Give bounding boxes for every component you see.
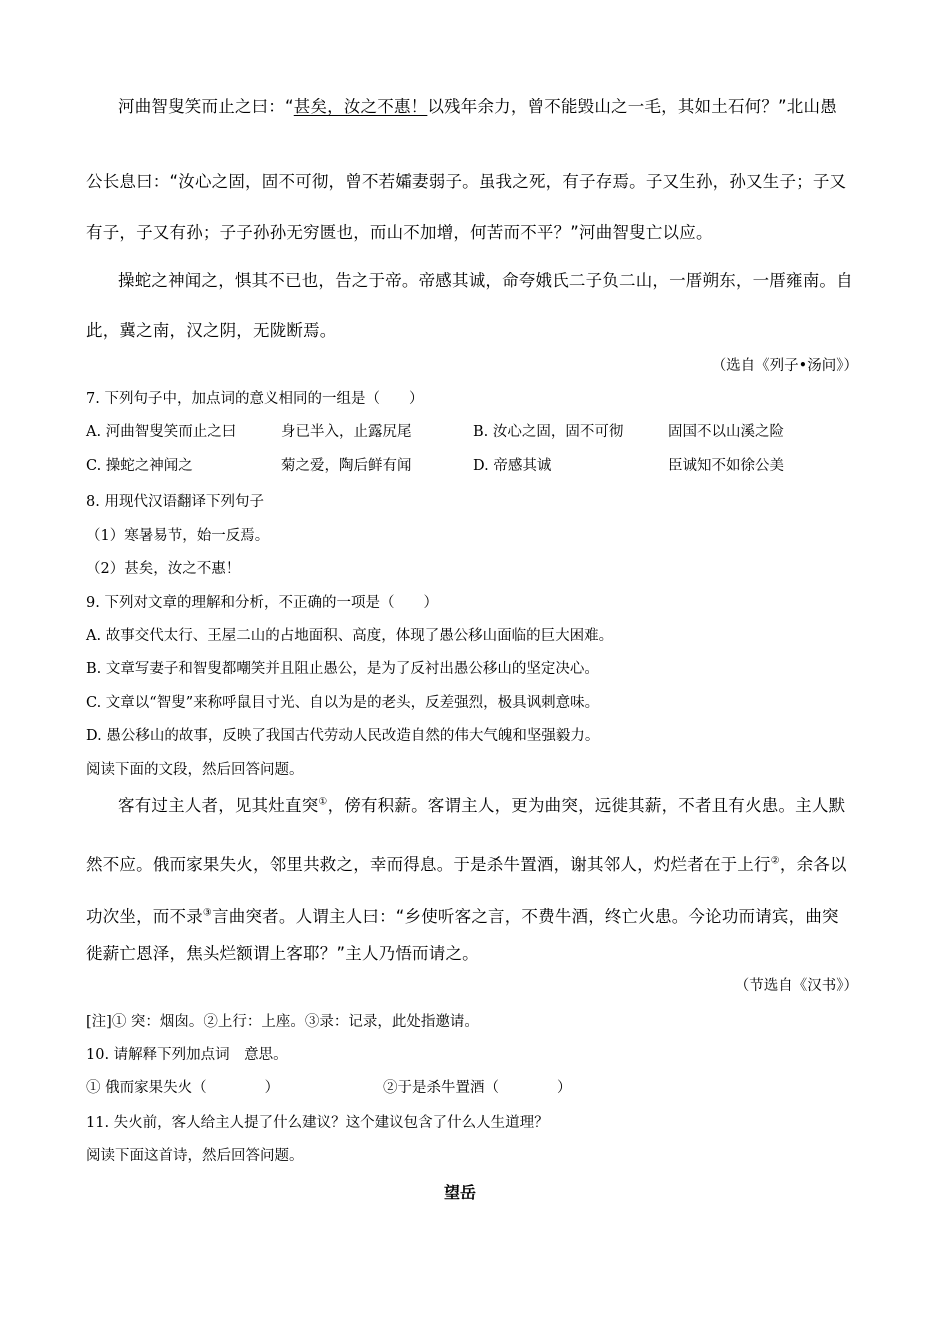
q7-option-a: A. 河曲智叟笑而止之曰 [86,424,237,440]
passage1-line-1 [118,93,837,117]
q7-option-b: B. 汝心之固，固不可彻 [473,424,624,440]
passage1-line-1-b: 以残年余力，曾不能毁山之一毛，其如土石何？”北山愚 [427,97,837,116]
passage1-line-3: 有子，子又有孙；子子孙孙无穷匮也，而山不加增，何苦而不平？”河曲智叟亡以应。 [86,223,713,242]
q9-option-c: C. 文章以“智叟”来称呼鼠目寸光、自以为是的老头，反差强烈，极具讽刺意味。 [86,695,600,711]
q7-option-d-compare: 臣诚知不如徐公美 [668,458,784,474]
q9-option-a: A. 故事交代太行、王屋二山的占地面积、高度，体现了愚公移山面临的巨大困难。 [86,628,614,644]
underlined-sentence: 甚矣，汝之不惠！ [293,97,428,116]
passage1-line-4: 操蛇之神闻之，惧其不已也，告之于帝。帝感其诚，命夸娥氏二子负二山，一厝朔东，一厝雍南。自 [118,271,853,290]
q8-sentence-2: （2）甚矣，汝之不惠！ [86,561,241,577]
reading2-line-2 [86,851,847,875]
reading2-line-1-a: 客有过主人者，见其灶直突 [118,796,319,815]
reading2-line-1-b: ，傍有积薪。客谓主人，更为曲突，远徙其薪，不者且有火患。主人默 [327,796,846,815]
reading2-line-3-b: 言曲突者。人谓主人曰：“乡使听客之言，不费牛酒，终亡火患。今论功而请宾，曲突 [212,907,839,926]
passage1-line-1-a: 河曲智叟笑而止之曰：“ [118,97,294,116]
q10-item-2: ②于是杀牛置酒（ ） [383,1080,572,1096]
reading2-line-3 [86,903,839,927]
q8-stem: 8. 用现代汉语翻译下列句子 [86,494,264,510]
q8-sentence-1: （1）寒暑易节，始一反焉。 [86,528,270,544]
reading2-line-4: 徙薪亡恩泽，焦头烂额谓上客耶？”主人乃悟而请之。 [86,944,479,963]
reading2-note: [注]① 突：烟囱。②上行：上座。③录：记录，此处指邀请。 [86,1014,479,1030]
q11-stem: 11. 失火前，客人给主人提了什么建议？这个建议包含了什么人生道理？ [86,1115,549,1131]
reading2-line-2-a: 然不应。俄而家果失火，邻里共救之，幸而得息。于是杀牛置酒，谢其邻人，灼烂者在于上行 [86,855,771,874]
footnote-marker-2: ② [770,855,780,867]
reading2-line-2-b: ，余各以 [779,855,847,874]
q7-option-d: D. 帝感其诚 [473,458,552,474]
q9-option-b: B. 文章写妻子和智叟都嘲笑并且阻止愚公，是为了反衬出愚公移山的坚定决心。 [86,661,599,677]
q7-stem: 7. 下列句子中，加点词的意义相同的一组是（ ） [86,391,424,407]
passage1-source: （选自《列子•汤问》） [711,358,858,374]
reading2-line-1 [118,792,845,816]
q7-option-a-compare: 身已半入，止露尻尾 [281,424,412,440]
footnote-marker-1: ① [318,796,328,808]
q7-option-b-compare: 固国不以山溪之险 [668,424,784,440]
reading3-intro: 阅读下面这首诗，然后回答问题。 [86,1148,304,1164]
q9-option-d: D. 愚公移山的故事，反映了我国古代劳动人民改造自然的伟大气魄和坚强毅力。 [86,728,600,744]
poem-title: 望岳 [444,1183,477,1202]
q9-stem: 9. 下列对文章的理解和分析，不正确的一项是（ ） [86,595,438,611]
passage1-line-5: 此，冀之南，汉之阴，无陇断焉。 [86,321,337,340]
q10-item-1: ① 俄而家果失火（ ） [86,1080,280,1096]
reading2-source: （节选自《汉书》） [734,978,858,994]
passage1-line-2: 公长息曰：“汝心之固，固不可彻，曾不若孀妻弱子。虽我之死，有子存焉。子又生孙，孙又生子；子又 [86,172,847,191]
reading2-line-3-a: 功次坐，而不录 [86,907,203,926]
q7-option-c: C. 操蛇之神闻之 [86,458,193,474]
q7-option-c-compare: 菊之爱，陶后鲜有闻 [281,458,412,474]
reading2-intro: 阅读下面的文段，然后回答问题。 [86,762,304,778]
q10-stem: 10. 请解释下列加点词 意思。 [86,1047,288,1063]
footnote-marker-3: ③ [202,907,213,919]
